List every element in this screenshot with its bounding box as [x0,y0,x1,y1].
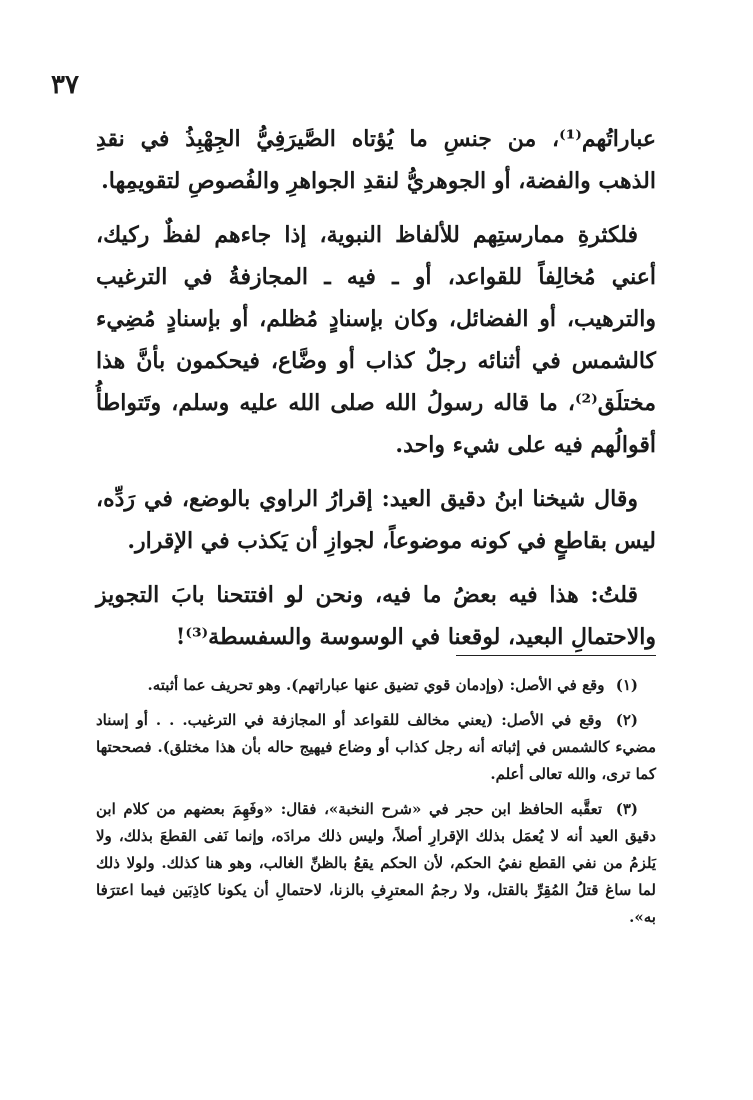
footnote-text: وقع في الأصل: (وإدمان قوي تضيق عنها عباراتهم). وهو تحريف عما أثبته. [147,676,605,694]
footnote [96,707,656,788]
footnote [96,796,656,931]
paragraph: عباراتُهم⁽¹⁾، من جنسِ ما يُؤتاه الصَّيرَفِيُّ الجِهْبِذُ في نقدِ الذهب والفضة، أو الجوهريُّ لنقدِ الجواهرِ والفُصوصِ لتقويمِها. [96,126,656,194]
footnote-number: (١) [615,676,638,694]
paragraph: قلتُ: هذا فيه بعضُ ما فيه، ونحن لو افتتحنا بابَ التجويز والاحتمالِ البعيد، لوقعنا في الوسوسة والسفسطة⁽³⁾! [96,582,656,650]
paragraph: وقال شيخنا ابنُ دقيق العيد: إقرارُ الراوي بالوضع، في رَدِّه، ليس بقاطعٍ في كونه موضوعاً، لجوازِ أن يَكذب في الإقرار. [96,486,656,554]
main-text [96,118,656,670]
footnote-text: تعقَّبه الحافظ ابن حجر في «شرح النخبة»، فقال: «وفَهِمَ بعضهم من كلام ابن دقيق العيد أنه لا يُعمَل بذلك الإقرارِ أصلاً، وليس ذلك مرادَه، وإنما نَفى القطعَ بذلك، ولا يَلزمُ من نفي القطع نفيُ الحكم، لأن الحكم يقعُ بالظنِّ الغالب، وهو هنا كذلك. ولولا ذلك لما ساغ قتلُ المُقِرِّ بالقتل، ولا رجمُ المعترِفِ بالزنا، لاحتمالِ أن يكونا كاذِبَين فيما اعترَفا به». [96,800,656,926]
paragraph: فلكثرةِ ممارستِهم للألفاظ النبوية، إذا جاءهم لفظٌ ركيك، أعني مُخالِفاً للقواعد، أو ـ فيه ـ المجازفةُ في الترغيب والترهيب، أو الفضائل، وكان بإسنادٍ مُظلم، أو بإسنادٍ مُضِيء كالشمس في أثنائه رجلٌ كذاب أو وضَّاع، فيحكمون بأنَّ هذا مختلَق⁽²⁾، ما قاله رسولُ الله صلى الله عليه وسلم، وتَتواطأُ أقوالُهم فيه على شيء واحد. [96,222,656,458]
footnote-number: (٣) [615,800,638,818]
footnote [96,672,656,699]
footnote-text: وقع في الأصل: (يعني مخالف للقواعد أو المجازفة في الترغيب. . . أو إسناد مضيء كالشمس في إثباته أنه رجل كذاب أو وضاع فيهيج حاله بأن هذا مختلق). فصححتها كما ترى، والله تعالى أعلم. [96,711,656,783]
footnote-divider [456,655,656,656]
footnote-number: (٢) [615,711,638,729]
footnotes [96,672,656,939]
page-number: ٣٧ [51,70,79,100]
